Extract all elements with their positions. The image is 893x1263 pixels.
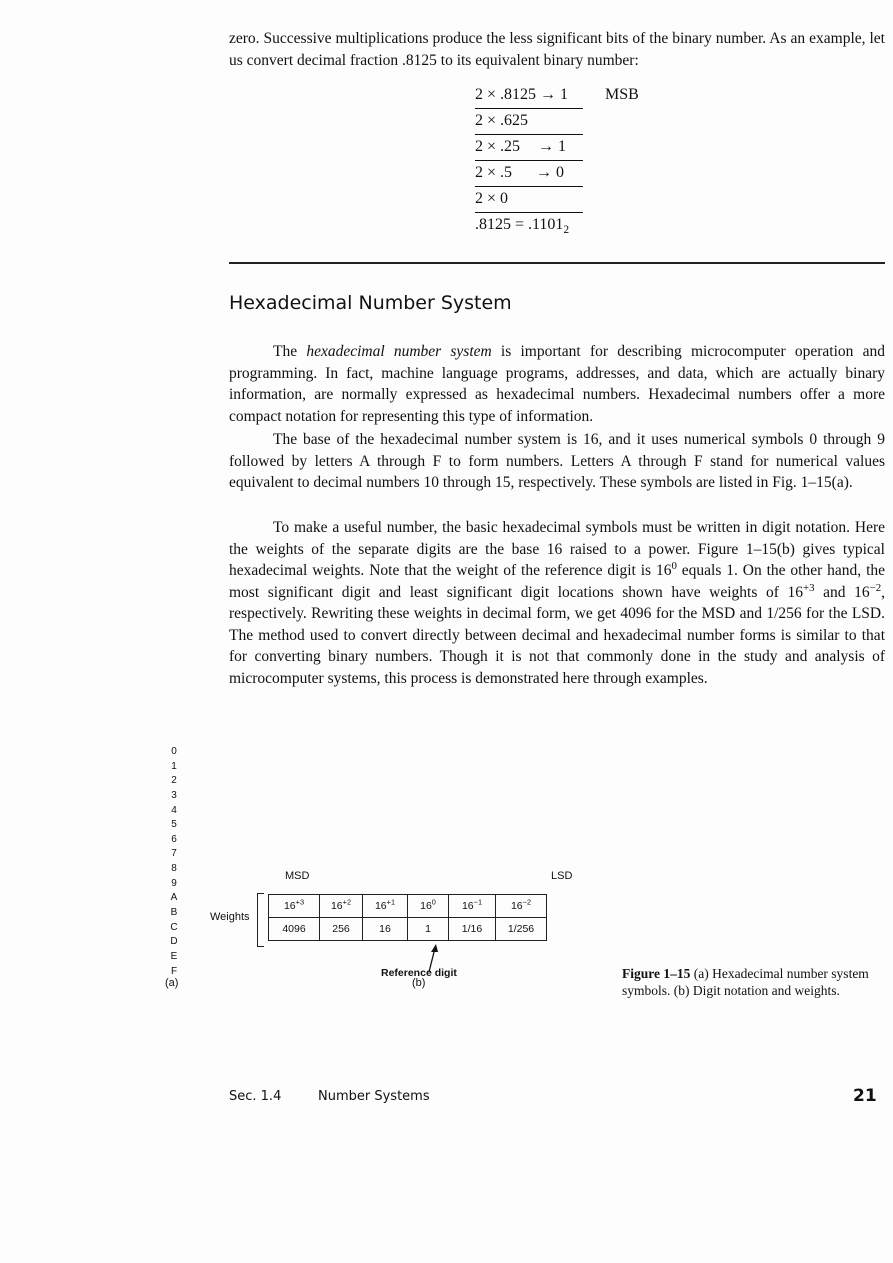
calc-expression: 2 × .8125 → 1 xyxy=(475,82,583,109)
footer-section: Sec. 1.4 xyxy=(229,1089,282,1104)
hex-symbol: 8 xyxy=(171,863,177,875)
calc-row xyxy=(475,108,735,134)
weights-bracket xyxy=(257,893,264,947)
section-divider xyxy=(229,262,885,264)
weights-table xyxy=(268,894,547,941)
weights-label: Weights xyxy=(210,911,250,923)
power-cell: $16^{-1}$ xyxy=(449,895,496,918)
decimal-weight-cell: 1/256 xyxy=(496,918,547,941)
calc-result: $.8125 = .1101_2$ xyxy=(475,216,570,237)
hex-symbol: B xyxy=(170,907,178,919)
decimal-weight-cell: 256 xyxy=(320,918,363,941)
decimal-weight-cell: 1 xyxy=(408,918,449,941)
calc-expression: 2 × 0 xyxy=(475,186,583,213)
lsd-label: LSD xyxy=(551,870,573,882)
hex-symbol: 6 xyxy=(171,833,177,845)
paragraph-hex-intro: The hexadecimal number system is important for describing microcomputer operation and programming. In fact, machine language programs, addresses, and data, which are actually binary information, are normally expressed as hexadecimal numbers. Hexadecimal numbers offer a more compact notation for representing this type of information. xyxy=(229,343,885,425)
hex-symbol: 9 xyxy=(171,877,177,889)
hex-symbol: D xyxy=(170,936,178,948)
figure-label-a: (a) xyxy=(165,977,179,989)
calc-expression: 2 × .5 → 0 xyxy=(475,160,583,187)
hex-symbol: 4 xyxy=(171,804,177,816)
power-cell: $16^{+1}$ xyxy=(363,895,408,918)
hex-symbol: A xyxy=(170,892,178,904)
reference-digit-label: Reference digit xyxy=(381,967,457,979)
hex-symbol: 3 xyxy=(171,789,177,801)
calc-row xyxy=(475,134,735,160)
msb-label: MSB xyxy=(605,86,639,103)
decimal-weight-cell: 16 xyxy=(363,918,408,941)
figure-caption xyxy=(622,965,887,999)
section-heading: Hexadecimal Number System xyxy=(229,292,512,314)
paragraph-hex-base: The base of the hexadecimal number system is 16, and it uses numerical symbols 0 through 9 followed by letters A through F to form numbers. Letters A through F stand for numerical values equivalent to decimal numbers 10 through 15, respectively. These symbols are listed in Fig. 1–15(a). xyxy=(229,431,885,491)
decimal-weight-cell: 4096 xyxy=(269,918,320,941)
hex-symbol: 1 xyxy=(171,760,177,772)
calc-expression: 2 × .625 xyxy=(475,108,583,135)
hex-symbol: 2 xyxy=(171,775,177,787)
power-row xyxy=(269,895,547,918)
calc-row xyxy=(475,186,735,212)
caption-label: Figure 1–15 xyxy=(622,966,691,981)
power-cell: $16^{-2}$ xyxy=(496,895,547,918)
intro-paragraph: zero. Successive multiplications produce the less significant bits of the binary number. As an example, let us convert decimal fraction .8125 to its equivalent binary number: xyxy=(229,30,885,69)
footer-title: Number Systems xyxy=(318,1089,430,1104)
paragraph-hex-weights: To make a useful number, the basic hexadecimal symbols must be written in digit notation. Here the weights of the separate digits are the base 16 raised to a power. Figure 1–15(b) gives typical hexadecimal weights. Note that the weight of the reference digit is $16^0$ equals 1. On the other hand, the most significant digit and least significant digit locations shown have weights of $16^{+3}$ and $16^{-2}$, respectively. Rewriting these weights in decimal form, we get 4096 for the MSD and 1/256 for the LSD. The method used to convert directly between decimal and hexadecimal number forms is similar to that for converting binary numbers. Though it is not that commonly done in the study and analysis of microcomputer systems, this process is demonstrated here through examples. xyxy=(229,519,885,687)
hex-symbol: C xyxy=(170,921,178,933)
calc-expression: 2 × .25 → 1 xyxy=(475,134,583,161)
hex-symbol: F xyxy=(170,965,178,977)
hex-symbol-list xyxy=(167,745,181,979)
hex-symbol: E xyxy=(170,950,178,962)
decimal-weight-cell: 1/16 xyxy=(449,918,496,941)
page-number: 21 xyxy=(853,1086,877,1106)
power-cell: $16^{+2}$ xyxy=(320,895,363,918)
power-cell: $16^0$ xyxy=(408,895,449,918)
power-cell: $16^{+3}$ xyxy=(269,895,320,918)
decimal-weight-row xyxy=(269,918,547,941)
figure-label-b: (b) xyxy=(412,977,426,989)
caption-text: (a) Hexadecimal number system symbols. (b) Digit notation and weights. xyxy=(622,966,869,998)
calc-row xyxy=(475,82,735,108)
msd-label: MSD xyxy=(285,870,310,882)
hex-symbol: 5 xyxy=(171,819,177,831)
hex-symbol: 7 xyxy=(171,848,177,860)
hex-symbol: 0 xyxy=(171,746,177,757)
calc-row xyxy=(475,160,735,186)
fraction-conversion-calculation xyxy=(475,82,735,238)
